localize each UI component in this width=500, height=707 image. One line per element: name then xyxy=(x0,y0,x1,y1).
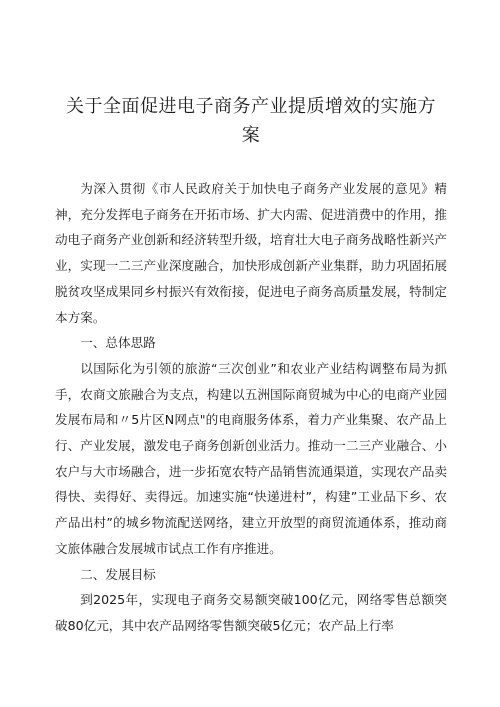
document-body xyxy=(55,176,447,639)
title-line-1: 关于全面促进电子商务产业提质增效的实施方 xyxy=(66,96,436,117)
section-paragraph-development-goals: 到2025年，实现电子商务交易额突破100亿元，网络零售总额突破80亿元，其中农产品网络零售额突破5亿元；农产品上行率 xyxy=(55,592,447,633)
intro-paragraph: 为深入贯彻《市人民政府关于加快电子商务产业发展的意见》精神，充分发挥电子商务在开拓市场、扩大内需、促进消费中的作用，推动电子商务产业创新和经济转型升级，培育壮大电子商务战略性新兴产业，实现一二三产业深度融合，加快形成创新产业集群，助力巩固拓展脱贫攻坚成果同乡村振兴有效衔接，促进电子商务高质量发展，特制定本方案。 xyxy=(55,181,447,325)
title-line-2: 案 xyxy=(241,125,261,146)
section-heading-overall-approach: 一、总体思路 xyxy=(80,335,156,351)
section-paragraph-overall-approach: 以国际化为引领的旅游“三次创业”和农业产业结构调整布局为抓手，农商文旅融合为支点，构建以五洲国际商贸城为中心的电商产业园发展布局和〃5片区N网点"的电商服务体系，着力产业集聚、农产品上行、产业发展，激发电子商务创新创业活力。推动一二三产业融合、小农户与大市场融合，进一步拓宽农特产品销售流通渠道，实现农产品卖得快、卖得好、卖得远。加速实施“快递进村”，构建”工业品下乡、农产品出村”的城乡物流配送网络，建立开放型的商贸流通体系，推动商文旅体融合发展城市试点工作有序推进。 xyxy=(55,360,447,556)
document-title xyxy=(55,0,447,150)
section-heading-development-goals: 二、发展目标 xyxy=(80,566,156,582)
